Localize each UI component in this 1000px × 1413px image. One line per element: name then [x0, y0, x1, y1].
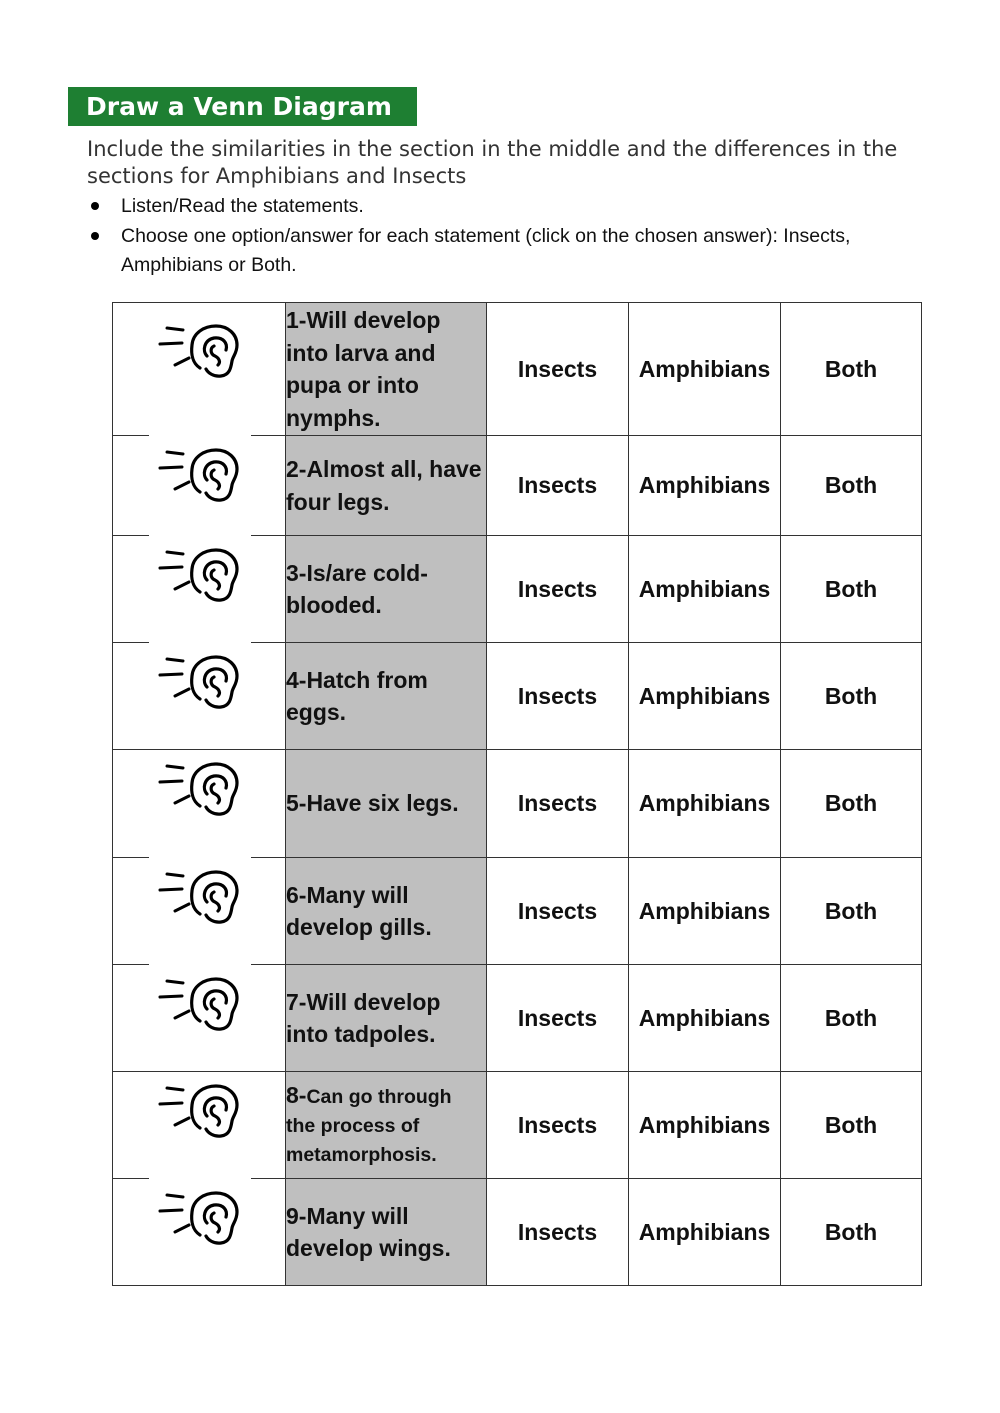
listen-cell[interactable] [113, 750, 286, 858]
ear-listen-icon[interactable] [158, 654, 240, 710]
option-both[interactable]: Both [781, 536, 922, 643]
option-insects[interactable]: Insects [487, 965, 629, 1072]
option-amphibians[interactable]: Amphibians [629, 643, 781, 750]
option-amphibians[interactable]: Amphibians [629, 965, 781, 1072]
option-insects[interactable]: Insects [487, 1179, 629, 1286]
option-both[interactable]: Both [781, 965, 922, 1072]
listen-cell[interactable] [113, 858, 286, 965]
option-insects[interactable]: Insects [487, 858, 629, 965]
table-row [113, 436, 922, 536]
ear-listen-icon[interactable] [158, 1083, 240, 1139]
option-amphibians[interactable]: Amphibians [629, 536, 781, 643]
option-amphibians[interactable]: Amphibians [629, 1179, 781, 1286]
listen-cell[interactable] [113, 1072, 286, 1179]
statement-text: 7-Will develop into tadpoles. [286, 965, 487, 1072]
option-insects[interactable]: Insects [487, 750, 629, 858]
statement-text: 9-Many will develop wings. [286, 1179, 487, 1286]
ear-listen-icon[interactable] [158, 976, 240, 1032]
ear-listen-icon[interactable] [158, 761, 240, 817]
ear-listen-icon[interactable] [158, 1190, 240, 1246]
listen-cell[interactable] [113, 436, 286, 536]
option-both[interactable]: Both [781, 1072, 922, 1179]
option-both[interactable]: Both [781, 303, 922, 436]
intro-text: Include the similarities in the section in the middle and the differences in the sections for Amphibians and Insects [87, 137, 898, 188]
statement-text: 3-Is/are cold-blooded. [286, 536, 487, 643]
table-row [113, 303, 922, 436]
table-row [113, 750, 922, 858]
statement-text: 1-Will develop into larva and pupa or into nymphs. [286, 303, 487, 436]
option-amphibians[interactable]: Amphibians [629, 858, 781, 965]
ear-listen-icon[interactable] [158, 323, 240, 379]
statement-text: 6-Many will develop gills. [286, 858, 487, 965]
ear-listen-icon[interactable] [158, 869, 240, 925]
table-row [113, 643, 922, 750]
statement-number: 8- [286, 1081, 307, 1108]
table-row [113, 858, 922, 965]
listen-cell[interactable] [113, 303, 286, 436]
option-amphibians[interactable]: Amphibians [629, 750, 781, 858]
ear-listen-icon[interactable] [158, 447, 240, 503]
table-row [113, 965, 922, 1072]
table-row [113, 1072, 922, 1179]
listen-cell[interactable] [113, 536, 286, 643]
listen-cell[interactable] [113, 1179, 286, 1286]
statement-text: 2-Almost all, have four legs. [286, 436, 487, 536]
option-amphibians[interactable]: Amphibians [629, 436, 781, 536]
option-both[interactable]: Both [781, 750, 922, 858]
option-insects[interactable]: Insects [487, 643, 629, 750]
instruction-list [88, 192, 948, 281]
option-insects[interactable]: Insects [487, 303, 629, 436]
option-insects[interactable]: Insects [487, 436, 629, 536]
option-both[interactable]: Both [781, 858, 922, 965]
table-row [113, 536, 922, 643]
quiz-table [112, 302, 922, 1286]
option-both[interactable]: Both [781, 643, 922, 750]
option-insects[interactable]: Insects [487, 536, 629, 643]
instruction-item: Choose one option/answer for each statement (click on the chosen answer): Insects, Amphibians or Both. [88, 222, 948, 280]
option-insects[interactable]: Insects [487, 1072, 629, 1179]
listen-cell[interactable] [113, 965, 286, 1072]
listen-cell[interactable] [113, 643, 286, 750]
option-amphibians[interactable]: Amphibians [629, 303, 781, 436]
statement-body: Can go through the process of metamorphosis. [286, 1085, 452, 1166]
statement-text: 5-Have six legs. [286, 750, 487, 858]
ear-listen-icon[interactable] [158, 547, 240, 603]
option-amphibians[interactable]: Amphibians [629, 1072, 781, 1179]
instruction-item: Listen/Read the statements. [88, 192, 948, 221]
page-title: Draw a Venn Diagram [68, 87, 417, 126]
option-both[interactable]: Both [781, 1179, 922, 1286]
table-row [113, 1179, 922, 1286]
statement-text: 4-Hatch from eggs. [286, 643, 487, 750]
option-both[interactable]: Both [781, 436, 922, 536]
statement-text [286, 1072, 487, 1179]
